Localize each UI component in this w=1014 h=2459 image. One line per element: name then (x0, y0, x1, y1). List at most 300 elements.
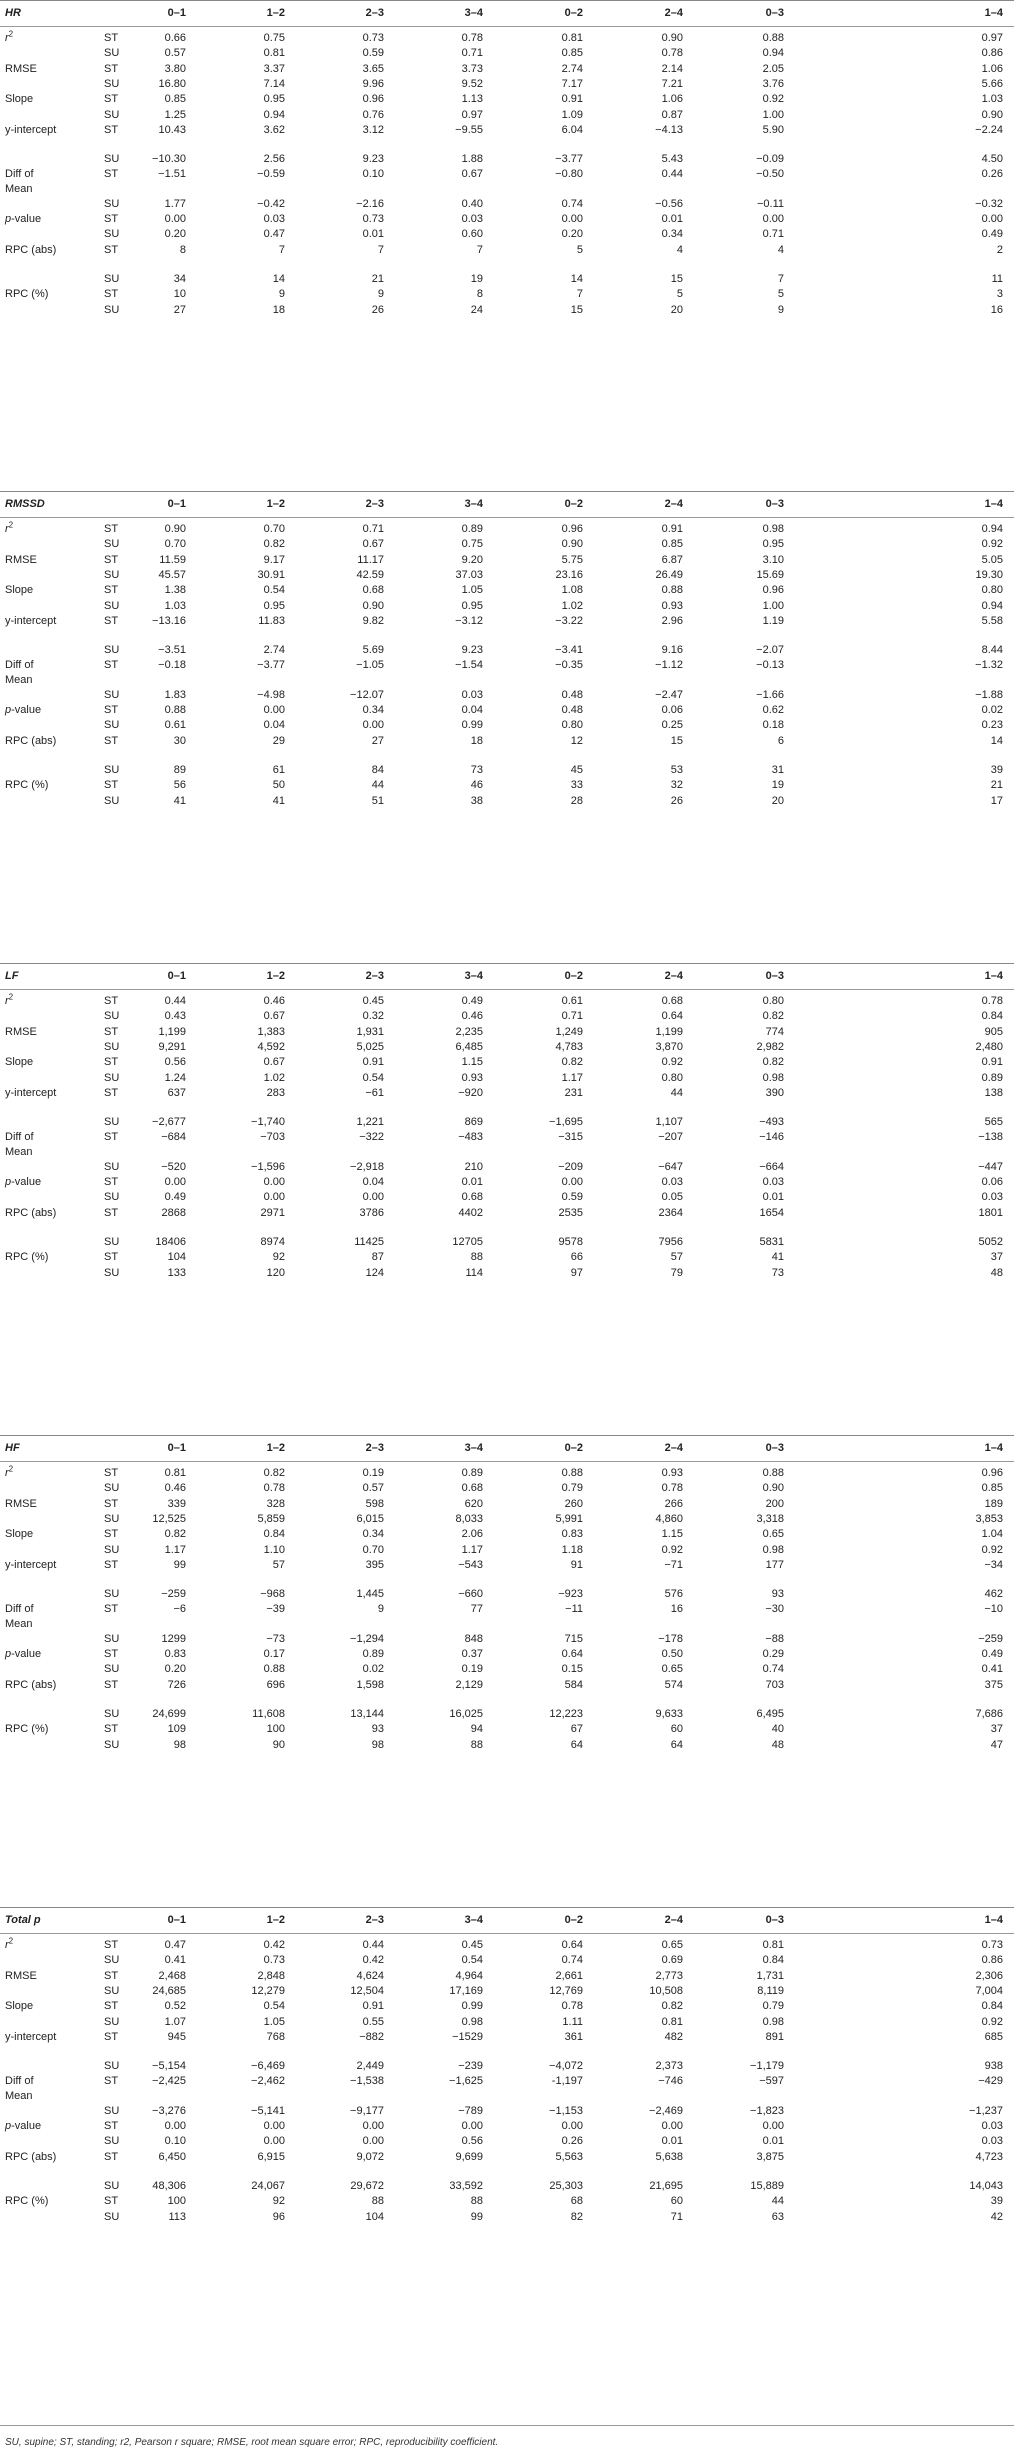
condition-label: SU (104, 2210, 120, 2223)
table-cell: −3.22 (555, 614, 583, 627)
table-cell: −2,677 (152, 1116, 186, 1129)
table-cell: −0.09 (756, 153, 784, 166)
table-cell: 0.03 (661, 1176, 683, 1188)
row-label: RMSE (5, 553, 37, 566)
table-cell: −71 (664, 1558, 683, 1571)
table-cell: 1.24 (164, 1071, 186, 1084)
table-cell: 869 (464, 1116, 483, 1129)
table-cell: 0.68 (362, 584, 384, 597)
table-cell: 30.91 (257, 568, 285, 581)
column-header: 2–4 (664, 498, 683, 510)
table-cell: 9 (278, 288, 285, 301)
condition-label: SU (104, 1235, 120, 1248)
table-cell: −3.77 (257, 659, 285, 672)
table-cell: 0.00 (164, 1176, 186, 1188)
table-cell: 48,306 (152, 2179, 186, 2192)
table-cell: 56 (173, 779, 186, 792)
table-cell: 0.64 (561, 1648, 583, 1660)
condition-label: ST (104, 584, 119, 597)
row-label-r-squared: $r^2$ (5, 29, 14, 44)
table-cell: 0.26 (561, 2135, 583, 2148)
table-cell: 31 (771, 763, 784, 776)
table-cell: 96 (272, 2210, 285, 2223)
table-cell: 1,249 (555, 1025, 583, 1038)
column-header: 0–3 (765, 498, 784, 510)
table-cell: 0.00 (263, 704, 285, 716)
table-cell: 77 (470, 1603, 483, 1616)
table-cell: 29,672 (350, 2179, 384, 2192)
table-cell: 18 (470, 734, 483, 747)
table-cell: 210 (464, 1160, 483, 1173)
table-cell: 37.03 (455, 568, 483, 581)
condition-label: ST (104, 123, 119, 136)
table-cell: 10.43 (158, 123, 186, 136)
table-cell: 120 (266, 1266, 285, 1279)
table-cell: 1.00 (762, 599, 784, 612)
table-cell: −429 (978, 2075, 1003, 2088)
table-cell: 40 (771, 1723, 784, 1736)
table-cell: 0.76 (362, 108, 384, 121)
table-cell: 113 (168, 2210, 186, 2223)
table-cell: 26 (371, 303, 384, 316)
condition-label: ST (104, 1251, 119, 1264)
table-cell: 4,723 (975, 2150, 1003, 2163)
table-cell: 0.54 (362, 1071, 384, 1084)
column-header: 0–2 (564, 1914, 583, 1926)
column-header: 2–3 (365, 498, 384, 510)
table-cell: 0.56 (164, 1056, 186, 1069)
table-cell: 0.04 (362, 1176, 384, 1188)
table-cell: 8,119 (757, 1984, 784, 1997)
table-cell: 5052 (978, 1235, 1003, 1248)
table-cell: 0.04 (461, 704, 483, 716)
table-cell: −259 (161, 1588, 186, 1601)
table-cell: 0.94 (981, 599, 1003, 612)
table-cell: 20 (771, 794, 784, 807)
column-header: 0–1 (167, 1442, 186, 1454)
header-top-rule (0, 0, 1014, 1)
table-cell: −1.12 (655, 659, 683, 672)
table-cell: 0.03 (461, 688, 483, 701)
table-cell: −789 (458, 2104, 483, 2117)
table-cell: 15,889 (750, 2179, 784, 2192)
row-label: RMSE (5, 62, 37, 75)
table-cell: 114 (465, 1266, 483, 1279)
table-cell: 11.59 (159, 553, 186, 566)
table-cell: 6 (777, 734, 784, 747)
table-cell: 1.13 (461, 93, 483, 106)
table-cell: 0.99 (461, 2000, 483, 2013)
table-cell: 0.84 (762, 1954, 784, 1967)
table-cell: 0.43 (164, 1010, 186, 1023)
table-cell: 1.25 (164, 108, 186, 121)
table-cell: 0.02 (362, 1663, 384, 1676)
row-label: RPC (abs) (5, 1206, 57, 1219)
table-cell: −5,154 (152, 2060, 186, 2073)
table-cell: 0.00 (762, 2120, 784, 2132)
table-cell: 7 (476, 243, 483, 256)
condition-label: SU (104, 153, 120, 166)
condition-label: ST (104, 1648, 119, 1660)
row-label: RPC (%) (5, 1723, 49, 1736)
table-cell: 10,508 (649, 1984, 683, 1997)
table-cell: 5,991 (555, 1512, 583, 1525)
table-cell: 41 (771, 1251, 784, 1264)
row-label: RMSE (5, 1497, 37, 1510)
table-cell: −447 (978, 1160, 1003, 1173)
condition-label: ST (104, 1056, 119, 1069)
row-label-r-squared: $r^2$ (5, 992, 14, 1007)
table-cell: 0.46 (164, 1482, 186, 1495)
table-cell: 0.90 (762, 1482, 784, 1495)
table-cell: 189 (984, 1497, 1003, 1510)
table-cell: 0.84 (263, 1528, 285, 1541)
table-cell: 79 (670, 1266, 683, 1279)
condition-label: SU (104, 1482, 120, 1495)
column-header: 1–4 (984, 1914, 1003, 1926)
table-cell: 0.74 (762, 1663, 784, 1676)
table-cell: 0.61 (561, 995, 583, 1007)
table-cell: −322 (359, 1131, 384, 1144)
row-label: y-intercept (5, 1558, 57, 1571)
table-cell: −13.16 (152, 614, 186, 627)
table-cell: 945 (167, 2030, 186, 2043)
condition-label: SU (104, 1191, 120, 1204)
table-cell: 891 (765, 2030, 784, 2043)
column-header: 2–4 (664, 970, 683, 982)
table-cell: 0.71 (362, 523, 384, 535)
table-cell: −1.88 (975, 688, 1003, 701)
column-header: 2–4 (664, 1914, 683, 1926)
column-header: 0–2 (564, 498, 583, 510)
table-cell: 17,169 (449, 1984, 483, 1997)
table-cell: 92 (272, 1251, 285, 1264)
table-cell: 0.84 (981, 1010, 1003, 1023)
table-cell: 7.17 (561, 77, 583, 90)
table-cell: 0.94 (762, 47, 784, 60)
table-cell: 3.65 (362, 62, 384, 75)
table-cell: 0.18 (762, 719, 784, 732)
table-cell: 12,504 (350, 1984, 384, 1997)
table-cell: −12.07 (350, 688, 384, 701)
table-cell: −1,153 (549, 2104, 583, 2117)
table-cell: 0.54 (461, 1954, 483, 1967)
condition-label: SU (104, 2179, 120, 2192)
row-label: RPC (%) (5, 779, 49, 792)
table-cell: 0.01 (762, 1191, 784, 1204)
table-cell: 231 (564, 1086, 583, 1099)
table-cell: 12,769 (549, 1984, 583, 1997)
table-cell: 14 (272, 272, 285, 285)
table-cell: 0.70 (164, 538, 186, 551)
table-cell: 9.23 (461, 644, 483, 657)
table-cell: 0.02 (981, 704, 1003, 716)
table-cell: 0.65 (661, 1939, 683, 1951)
table-cell: 4,592 (257, 1040, 285, 1053)
table-cell: 0.92 (981, 538, 1003, 551)
table-cell: 42.59 (356, 568, 384, 581)
table-cell: 104 (365, 2210, 384, 2223)
table-cell: 3.62 (263, 123, 285, 136)
condition-label: SU (104, 1738, 120, 1751)
table-cell: 8974 (260, 1235, 285, 1248)
table-cell: 37 (990, 1723, 1003, 1736)
table-cell: 90 (272, 1738, 285, 1751)
table-cell: −3.77 (555, 153, 583, 166)
table-cell: 0.48 (561, 688, 583, 701)
table-cell: 768 (266, 2030, 285, 2043)
table-cell: −4,072 (549, 2060, 583, 2073)
table-cell: 19.30 (975, 568, 1003, 581)
condition-label: SU (104, 1010, 120, 1023)
table-cell: 0.91 (561, 93, 583, 106)
table-cell: 1.08 (561, 584, 583, 597)
table-cell: 4 (676, 243, 683, 256)
table-cell: 2,982 (756, 1040, 784, 1053)
table-cell: 576 (664, 1588, 683, 1601)
table-cell: −138 (978, 1131, 1003, 1144)
table-cell: 7956 (658, 1235, 683, 1248)
table-cell: 3.37 (263, 62, 285, 75)
table-cell: 5.66 (981, 77, 1003, 90)
table-cell: −520 (161, 1160, 186, 1173)
table-cell: 109 (167, 1723, 186, 1736)
condition-label: ST (104, 288, 119, 301)
table-cell: 7 (576, 288, 583, 301)
table-cell: 1.07 (164, 2015, 186, 2028)
table-cell: 0.80 (661, 1071, 683, 1084)
table-cell: 1,199 (655, 1025, 683, 1038)
table-cell: 44 (771, 2195, 784, 2208)
table-cell: 3,318 (756, 1512, 784, 1525)
condition-label: ST (104, 2150, 119, 2163)
row-label: RPC (abs) (5, 1678, 57, 1691)
table-cell: 21,695 (649, 2179, 683, 2192)
table-cell: 20 (670, 303, 683, 316)
condition-label: SU (104, 1116, 120, 1129)
table-cell: 13,144 (350, 1707, 384, 1720)
section-title: HR (5, 7, 21, 19)
table-cell: 67 (570, 1723, 583, 1736)
table-cell: −1.66 (756, 688, 784, 701)
table-cell: 41 (272, 794, 285, 807)
table-cell: 685 (984, 2030, 1003, 2043)
table-cell: 0.80 (762, 995, 784, 1007)
table-cell: 0.85 (561, 47, 583, 60)
table-cell: 2 (996, 243, 1003, 256)
condition-label: ST (104, 1497, 119, 1510)
table-footnote: SU, supine; ST, standing; r2, Pearson r square; RMSE, root mean square error; RPC, reproducibility coefficient. (5, 2437, 499, 2448)
table-cell: 16.80 (158, 77, 186, 90)
table-cell: −207 (658, 1131, 683, 1144)
table-cell: 30 (173, 734, 186, 747)
table-cell: 0.46 (461, 1010, 483, 1023)
table-cell: 0.67 (461, 168, 483, 181)
row-label: Diff of Mean (5, 168, 34, 196)
table-cell: 9.20 (461, 553, 483, 566)
table-cell: 14,043 (969, 2179, 1003, 2192)
table-cell: 1.15 (461, 1056, 483, 1069)
table-cell: 64 (670, 1738, 683, 1751)
table-cell: 27 (173, 303, 186, 316)
condition-label: SU (104, 1543, 120, 1556)
table-cell: −6,469 (251, 2060, 285, 2073)
table-cell: 66 (570, 1251, 583, 1264)
table-cell: −1,179 (750, 2060, 784, 2073)
table-cell: 0.73 (981, 1939, 1003, 1951)
condition-label: ST (104, 1558, 119, 1571)
row-label: RMSE (5, 1025, 37, 1038)
table-cell: 47 (990, 1738, 1003, 1751)
table-cell: −1,625 (449, 2075, 483, 2088)
table-cell: 0.91 (362, 2000, 384, 2013)
table-cell: 5,859 (257, 1512, 285, 1525)
table-cell: 94 (470, 1723, 483, 1736)
table-cell: 2,373 (655, 2060, 683, 2073)
table-cell: −1,538 (350, 2075, 384, 2088)
table-cell: 5.43 (661, 153, 683, 166)
table-cell: 0.67 (263, 1056, 285, 1069)
table-cell: 1.02 (263, 1071, 285, 1084)
row-label-r-squared: $r^2$ (5, 1464, 14, 1479)
table-cell: −4.13 (655, 123, 683, 136)
table-cell: −882 (359, 2030, 384, 2043)
table-cell: 0.78 (263, 1482, 285, 1495)
table-cell: −315 (558, 1131, 583, 1144)
table-cell: 2.56 (263, 153, 285, 166)
table-cell: 565 (984, 1116, 1003, 1129)
table-cell: 87 (371, 1251, 384, 1264)
table-cell: 0.92 (981, 1543, 1003, 1556)
condition-label: ST (104, 704, 119, 716)
table-cell: 6,495 (756, 1707, 784, 1720)
condition-label: SU (104, 228, 120, 241)
table-cell: 1,383 (257, 1025, 285, 1038)
table-cell: −11 (565, 1603, 583, 1616)
table-cell: 0.60 (461, 228, 483, 241)
row-label: RPC (abs) (5, 2150, 57, 2163)
column-header: 1–4 (984, 7, 1003, 19)
table-cell: 0.98 (762, 523, 784, 535)
table-cell: 0.50 (661, 1648, 683, 1660)
table-cell: 703 (765, 1678, 784, 1691)
table-cell: 0.78 (981, 995, 1003, 1007)
table-cell: 0.70 (362, 1543, 384, 1556)
column-header: 1–2 (266, 970, 285, 982)
row-label-p-value: p-value (5, 704, 42, 716)
column-header: 1–4 (984, 1442, 1003, 1454)
section-title: Total p (5, 1914, 41, 1926)
table-cell: −34 (984, 1558, 1003, 1571)
table-cell: 0.46 (263, 995, 285, 1007)
table-cell: 2,480 (975, 1040, 1003, 1053)
row-label: Diff of Mean (5, 1131, 34, 1159)
column-header: 1–4 (984, 970, 1003, 982)
table-cell: 5,025 (356, 1040, 384, 1053)
table-cell: 0.88 (561, 1467, 583, 1479)
table-cell: 0.71 (461, 47, 483, 60)
column-header: 0–2 (564, 1442, 583, 1454)
column-header: 2–4 (664, 1442, 683, 1454)
table-cell: 0.04 (263, 719, 285, 732)
table-cell: 905 (984, 1025, 1003, 1038)
table-cell: 9,633 (655, 1707, 683, 1720)
table-cell: 0.73 (362, 32, 384, 44)
condition-label: ST (104, 1603, 119, 1616)
table-cell: 0.88 (164, 704, 186, 716)
table-cell: 4,624 (356, 1969, 384, 1982)
condition-label: SU (104, 272, 120, 285)
table-cell: 200 (765, 1497, 784, 1510)
table-cell: 1,199 (158, 1025, 186, 1038)
table-cell: 0.80 (981, 584, 1003, 597)
table-cell: −9,177 (350, 2104, 384, 2117)
table-cell: −88 (765, 1632, 784, 1645)
table-cell: 53 (670, 763, 683, 776)
table-cell: 0.65 (762, 1528, 784, 1541)
table-cell: −61 (365, 1086, 384, 1099)
table-cell: 1.09 (561, 108, 583, 121)
table-cell: 0.00 (561, 1176, 583, 1188)
table-cell: 0.15 (561, 1663, 583, 1676)
table-cell: 45 (570, 763, 583, 776)
table-cell: 0.95 (461, 599, 483, 612)
row-label-r-squared: $r^2$ (5, 1936, 14, 1951)
table-cell: 2.14 (661, 62, 683, 75)
condition-label: SU (104, 303, 120, 316)
table-cell: 283 (266, 1086, 285, 1099)
table-cell: 0.01 (661, 2135, 683, 2148)
table-cell: 0.99 (461, 719, 483, 732)
table-cell: 11425 (354, 1235, 384, 1248)
table-cell: 73 (771, 1266, 784, 1279)
table-cell: 0.03 (263, 213, 285, 225)
header-bottom-rule (0, 1461, 1014, 1462)
table-cell: 7 (278, 243, 285, 256)
table-cell: 98 (371, 1738, 384, 1751)
condition-label: ST (104, 213, 119, 225)
column-header: 1–2 (266, 1442, 285, 1454)
table-cell: 1.77 (164, 197, 186, 210)
table-cell: 0.44 (661, 168, 683, 181)
table-cell: 5.58 (981, 614, 1003, 627)
table-cell: 726 (167, 1678, 186, 1691)
condition-label: SU (104, 1663, 120, 1676)
column-header: 2–3 (365, 1442, 384, 1454)
condition-label: ST (104, 553, 119, 566)
table-cell: 0.37 (461, 1648, 483, 1660)
table-cell: 88 (470, 2195, 483, 2208)
table-cell: −647 (658, 1160, 683, 1173)
table-cell: 0.71 (762, 228, 784, 241)
table-cell: 0.68 (461, 1191, 483, 1204)
table-cell: 9,072 (356, 2150, 384, 2163)
table-cell: 0.34 (362, 704, 384, 716)
condition-label: ST (104, 32, 119, 44)
table-cell: 15 (670, 734, 683, 747)
table-cell: −2,469 (649, 2104, 683, 2117)
table-cell: 0.95 (762, 538, 784, 551)
row-label: Slope (5, 584, 34, 597)
table-cell: 39 (990, 2195, 1003, 2208)
column-header: 1–4 (984, 498, 1003, 510)
table-cell: 9 (777, 303, 784, 316)
table-cell: 0.42 (362, 1954, 384, 1967)
table-cell: 16 (990, 303, 1003, 316)
table-cell: 9578 (558, 1235, 583, 1248)
table-cell: 0.03 (981, 2120, 1003, 2132)
table-cell: 124 (365, 1266, 384, 1279)
